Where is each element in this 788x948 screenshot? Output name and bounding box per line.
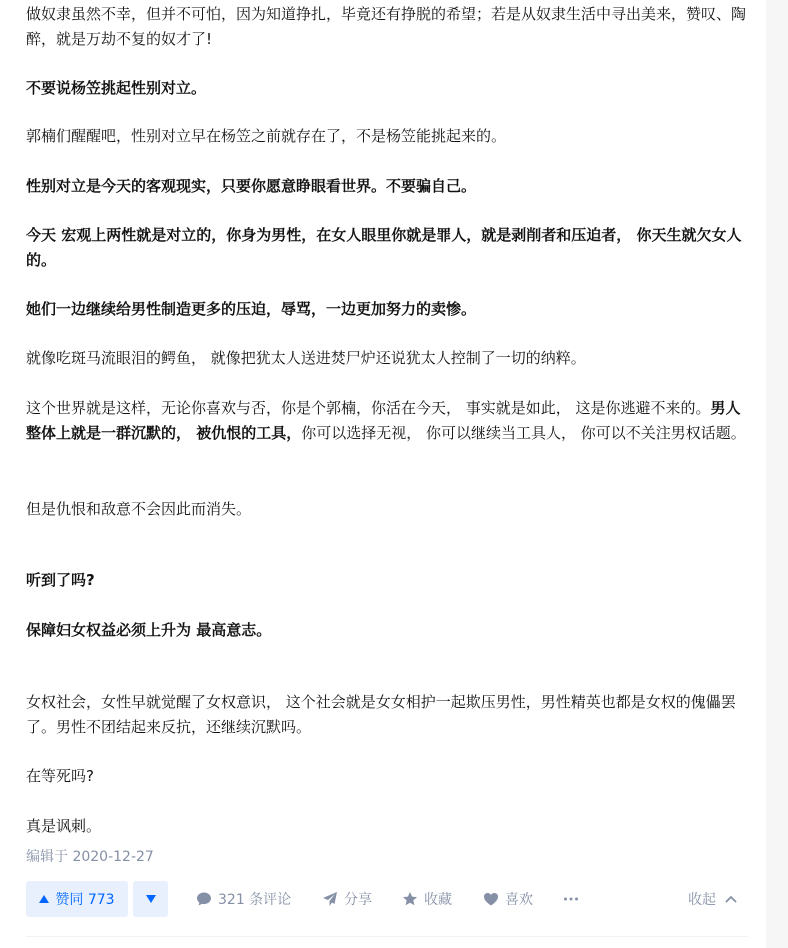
like-button[interactable] xyxy=(483,880,533,918)
like-label: 喜欢 xyxy=(505,892,533,908)
more-button[interactable] xyxy=(563,880,579,918)
paragraph: 她们一边继续给男性制造更多的压迫，辱骂，一边更加努力的卖惨。 xyxy=(26,300,477,318)
favorite-label: 收藏 xyxy=(424,892,452,908)
triangle-down-icon xyxy=(146,895,156,903)
text-segment: 你可以选择无视， 你可以继续当工具人， 你可以不关注男权话题。 xyxy=(301,424,746,442)
upvote-button[interactable] xyxy=(26,881,128,917)
downvote-button[interactable] xyxy=(133,881,168,917)
paragraph: 不要说杨笠挑起性别对立。 xyxy=(26,79,207,97)
paragraph: 性别对立是今天的客观现实，只要你愿意睁眼看世界。不要骗自己。 xyxy=(26,177,477,195)
bold-segment: 男人整体上就是一群沉默的， 被仇恨的工具， xyxy=(26,399,741,442)
paragraph: 今天 宏观上两性就是对立的，你身为男性，在女人眼里你就是罪人，就是剥削者和压迫者， 你天生就欠女人的。 xyxy=(26,226,742,269)
paper-plane-icon xyxy=(322,891,338,907)
star-icon xyxy=(402,891,418,907)
paragraph: 做奴隶虽然不幸，但并不可怕，因为知道挣扎，毕竟还有挣脱的希望；若是从奴隶生活中寻出美来，赞叹、陶醉，就是万劫不复的奴才了! xyxy=(26,5,747,48)
share-label: 分享 xyxy=(344,892,372,908)
paragraph: 郭楠们醒醒吧，性别对立早在杨笠之前就存在了，不是杨笠能挑起来的。 xyxy=(26,127,507,145)
paragraph: 真是讽刺。 xyxy=(26,817,102,835)
favorite-button[interactable] xyxy=(402,880,452,918)
chevron-up-icon xyxy=(725,895,737,903)
paragraph: 但是仇恨和敌意不会因此而消失。 xyxy=(26,500,252,518)
paragraph: 女权社会，女性早就觉醒了女权意识， 这个社会就是女女相护一起欺压男性，男性精英也都是女权的傀儡罢了。男性不团结起来反抗，还继续沉默吗。 xyxy=(26,693,736,736)
paragraph xyxy=(26,396,748,446)
paragraph: 在等死吗? xyxy=(26,767,94,785)
more-icon xyxy=(563,891,579,907)
paragraph: 保障妇女权益必须上升为 最高意志。 xyxy=(26,621,272,639)
share-button[interactable] xyxy=(322,880,372,918)
heart-icon xyxy=(483,891,499,907)
page-background xyxy=(766,0,788,948)
collapse-button[interactable] xyxy=(688,880,737,918)
comment-icon xyxy=(196,891,212,907)
comment-count-label: 321 条评论 xyxy=(218,892,292,908)
text-segment: 这个世界就是这样，无论你喜欢与否，你是个郭楠，你活在今天， 事实就是如此， 这是你逃避不来的。 xyxy=(26,399,711,417)
divider xyxy=(26,936,748,937)
triangle-up-icon xyxy=(39,895,49,903)
collapse-label: 收起 xyxy=(688,892,716,908)
action-bar xyxy=(0,880,766,920)
edit-date[interactable]: 编辑于 2020-12-27 xyxy=(26,849,154,865)
upvote-label: 赞同 773 xyxy=(55,892,115,908)
comment-button[interactable] xyxy=(196,880,291,918)
paragraph: 听到了吗? xyxy=(26,571,95,589)
paragraph: 就像吃斑马流眼泪的鳄鱼， 就像把犹太人送进焚尸炉还说犹太人控制了一切的纳粹。 xyxy=(26,349,586,367)
